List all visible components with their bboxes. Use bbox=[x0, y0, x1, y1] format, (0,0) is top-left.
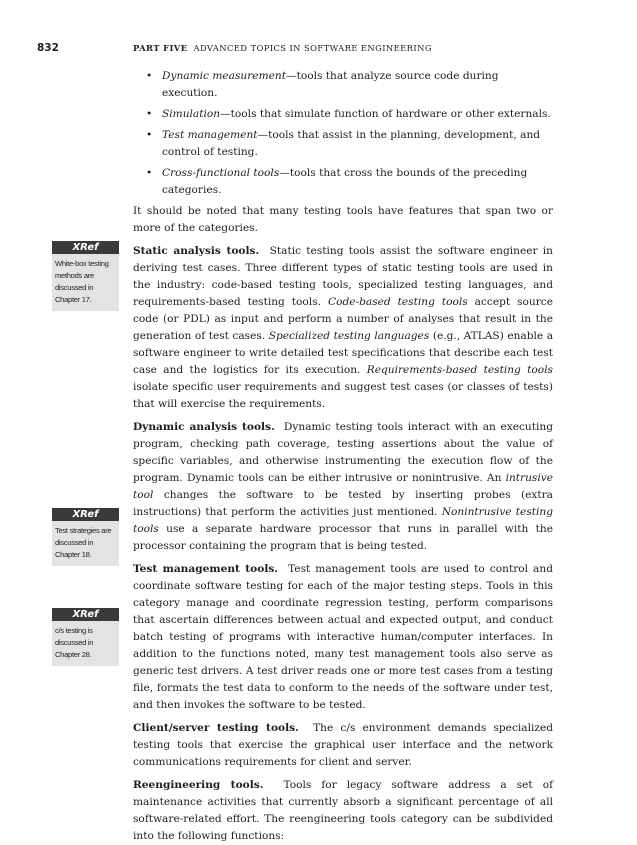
xref-tag: XRef bbox=[52, 241, 119, 254]
xref-tag: XRef bbox=[52, 608, 119, 621]
xref-note: c/s testing is discussed in Chapter 28. bbox=[55, 626, 94, 659]
running-header bbox=[37, 42, 597, 56]
static-analysis-heading: Static analysis tools. bbox=[133, 245, 260, 257]
static-analysis-paragraph: Static analysis tools. Static testing tools assist the software engineer in deriving test cases. Three different types of static testing tools are used in the industry: code-based testing tools, specialized testing languages, and requirements-based testing tools. Code-based testing tools accept source code (or PDL) as input and perform a number of analyses that result in the generation of test cases. Specialized testing languages (e.g., ATLAS) enable a software engineer to write detailed test specifications that describe each test case and the logistics for its execution. Requirements-based testing tools isolate specific user requirements and suggest test cases (or classes of tests) that will exercise the requirements. bbox=[133, 245, 554, 410]
list-item: • Test management—tools that assist in the planning, development, and control of testing. bbox=[133, 127, 553, 161]
intro-paragraph: It should be noted that many testing tools have features that span two or more of the categories. bbox=[133, 205, 553, 234]
client-server-paragraph: Client/server testing tools. The c/s environment demands specialized testing tools that exercise the graphical user interface and the network communications requirements for client and server. bbox=[133, 722, 553, 768]
xref-tag: XRef bbox=[52, 508, 119, 521]
list-item: • Cross-functional tools—tools that cross the bounds of the preceding categories. bbox=[133, 165, 553, 199]
part-title: ADVANCED TOPICS IN SOFTWARE ENGINEERING bbox=[193, 43, 432, 53]
xref-note: White-box testing methods are discussed in Chapter 17. bbox=[55, 259, 109, 304]
xref-box bbox=[52, 508, 119, 566]
main-text bbox=[133, 68, 553, 845]
reengineering-paragraph: Reengineering tools. Tools for legacy software address a set of maintenance activities that currently absorb a significant percentage of all software-related effort. The reengineering tools category can be subdivided into the following functions: bbox=[133, 779, 553, 842]
dynamic-analysis-heading: Dynamic analysis tools. bbox=[133, 421, 275, 433]
list-item: • Simulation—tools that simulate function of hardware or other externals. bbox=[133, 106, 553, 123]
dynamic-analysis-paragraph: Dynamic analysis tools. Dynamic testing tools interact with an executing program, checking path coverage, testing assertions about the value of specific variables, and otherwise instrumenting the execution flow of the program. Dynamic tools can be either intrusive or nonintrusive. An intrusive tool changes the software to be tested by inserting probes (extra instructions) that perform the activities just mentioned. Nonintrusive testing tools use a separate hardware processor that runs in parallel with the processor containing the program that is being tested. bbox=[133, 421, 554, 552]
test-management-paragraph: Test management tools. Test management tools are used to control and coordinate software testing for each of the major testing steps. Tools in this category manage and coordinate regression testing, perform comparisons that ascertain differences between actual and expected output, and conduct batch testing of programs with interactive human/computer interfaces. In addition to the functions noted, many test management tools also serve as generic test drivers. A test driver reads one or more test cases from a testing file, formats the test data to conform to the needs of the software under test, and then invokes the software to be tested. bbox=[133, 563, 553, 711]
page-number: 832 bbox=[37, 42, 59, 54]
running-head bbox=[133, 43, 432, 53]
reengineering-heading: Reengineering tools. bbox=[133, 779, 264, 791]
client-server-heading: Client/server testing tools. bbox=[133, 722, 299, 734]
list-item: • Dynamic measurement—tools that analyze source code during execution. bbox=[133, 68, 553, 102]
tool-category-list bbox=[133, 68, 553, 199]
part-label: PART FIVE bbox=[133, 43, 188, 53]
xref-note: Test strategies are discussed in Chapter 18. bbox=[55, 526, 112, 559]
test-management-heading: Test management tools. bbox=[133, 563, 278, 575]
xref-box bbox=[52, 241, 119, 311]
xref-box bbox=[52, 608, 119, 666]
